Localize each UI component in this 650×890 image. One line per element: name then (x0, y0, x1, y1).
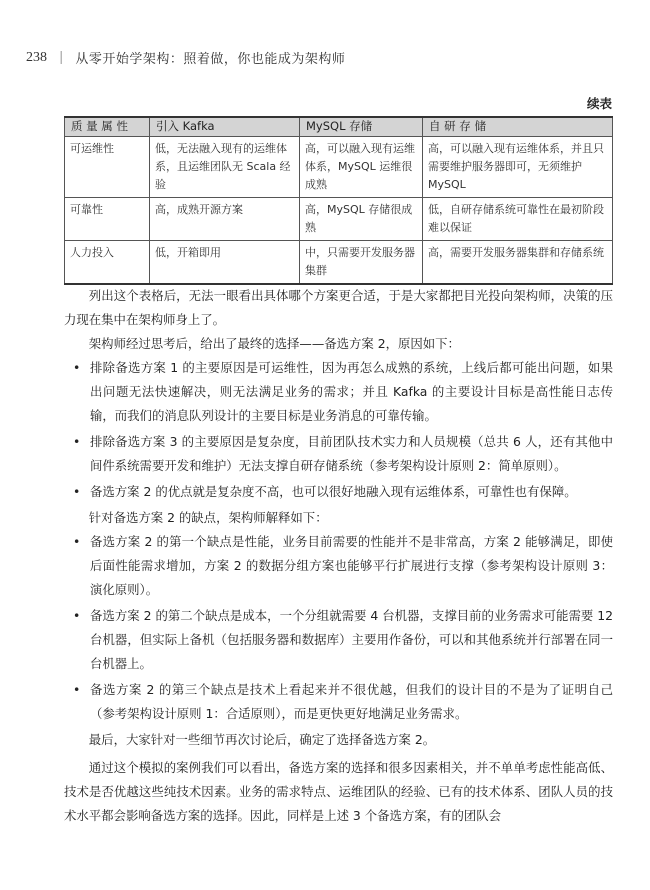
comparison-table (64, 116, 613, 285)
paragraph: 列出这个表格后，无法一眼看出具体哪个方案更合适，于是大家都把目光投向架构师，决策的压力现在集中在架构师身上了。 (64, 288, 613, 327)
table-row (65, 137, 613, 198)
header-quality-attribute: 质 量 属 性 (65, 117, 150, 137)
paragraph: 针对备选方案 2 的缺点，架构师解释如下： (88, 510, 328, 525)
bullet-icon: • (73, 608, 81, 623)
list-item (64, 430, 613, 478)
header-self-developed: 自 研 存 储 (423, 117, 613, 137)
header-kafka: 引入 Kafka (150, 117, 300, 137)
list-item-text: 备选方案 2 的第一个缺点是性能，业务目前需要的性能并不是非常高，方案 2 能够满足，即使后面性能需求增加，方案 2 的数据分组方案也能够平行扩展进行支撑（参考架构设计原则 3：演化原则）。 (90, 534, 613, 597)
explanations-list (64, 530, 613, 726)
body-text (64, 284, 613, 828)
paragraph: 最后，大家针对一些细节再次讨论后，确定了选择备选方案 2。 (88, 732, 436, 747)
table-cell: 人力投入 (65, 241, 150, 285)
table-header-row (65, 117, 613, 137)
table-cell: 低，自研存储系统可靠性在最初阶段难以保证 (423, 198, 613, 241)
list-item-text: 排除备选方案 1 的主要原因是可运维性，因为再怎么成熟的系统，上线后都可能出问题，如果出问题无法快速解决，则无法满足业务的需求；并且 Kafka 的主要设计目标是高性能日志传输，而我们的消息队列设计的主要目标是业务消息的可靠传输。 (90, 360, 613, 423)
paragraph: 通过这个模拟的案例我们可以看出，备选方案的选择和很多因素相关，并不单单考虑性能高低、技术是否优越这些纯技术因素。业务的需求特点、运维团队的经验、已有的技术体系、团队人员的技术水平都会影响备选方案的选择。因此，同样是上述 3 个备选方案，有的团队会 (64, 760, 613, 823)
paragraph: 架构师经过思考后，给出了最终的选择——备选方案 2，原因如下： (88, 336, 460, 351)
list-item-text: 备选方案 2 的第二个缺点是成本，一个分组就需要 4 台机器，支撑目前的业务需求可能需要 12 台机器，但实际上备机（包括服务器和数据库）主要用作备份，可以和其他系统并行部署在同一台机器上。 (90, 608, 613, 671)
table-row (65, 241, 613, 285)
list-item (64, 678, 613, 726)
list-item-text: 备选方案 2 的优点就是复杂度不高，也可以很好地融入现有运维体系，可靠性也有保障。 (90, 484, 577, 499)
bullet-icon: • (73, 534, 81, 549)
table-cell: 可运维性 (65, 137, 150, 198)
list-item-text: 排除备选方案 3 的主要原因是复杂度，目前团队技术实力和人员规模（总共 6 人，还有其他中间件系统需要开发和维护）无法支撑自研存储系统（参考架构设计原则 2：简单原则）。 (90, 434, 613, 473)
table-continued-label: 续表 (586, 96, 612, 111)
list-item (64, 604, 613, 676)
list-item (64, 480, 613, 504)
table-cell: 低，无法融入现有的运维体系，且运维团队无 Scala 经验 (150, 137, 300, 198)
running-header (26, 48, 626, 67)
table-cell: 高，可以融入现有运维体系，并且只需要维护服务器即可，无须维护 MySQL (423, 137, 613, 198)
table-cell: 高，需要开发服务器集群和存储系统 (423, 241, 613, 285)
list-item-text: 备选方案 2 的第三个缺点是技术上看起来并不很优越，但我们的设计目的不是为了证明自己（参考架构设计原则 1：合适原则），而是更快更好地满足业务需求。 (90, 682, 613, 721)
header-mysql: MySQL 存储 (300, 117, 423, 137)
table-cell: 高，MySQL 存储很成熟 (300, 198, 423, 241)
header-separator: | (59, 50, 64, 65)
table-cell: 高，可以融入现有运维体系，MySQL 运维很成熟 (300, 137, 423, 198)
table-cell: 低，开箱即用 (150, 241, 300, 285)
table-row (65, 198, 613, 241)
list-item (64, 356, 613, 428)
bullet-icon: • (73, 360, 81, 375)
bullet-icon: • (73, 434, 81, 449)
page-number: 238 (26, 49, 47, 65)
bullet-icon: • (73, 484, 81, 499)
table-cell: 中，只需要开发服务器集群 (300, 241, 423, 285)
book-title: 从零开始学架构：照着做，你也能成为架构师 (75, 52, 346, 67)
bullet-icon: • (73, 682, 81, 697)
table-cell: 可靠性 (65, 198, 150, 241)
table-cell: 高，成熟开源方案 (150, 198, 300, 241)
reasons-list (64, 356, 613, 504)
list-item (64, 530, 613, 602)
